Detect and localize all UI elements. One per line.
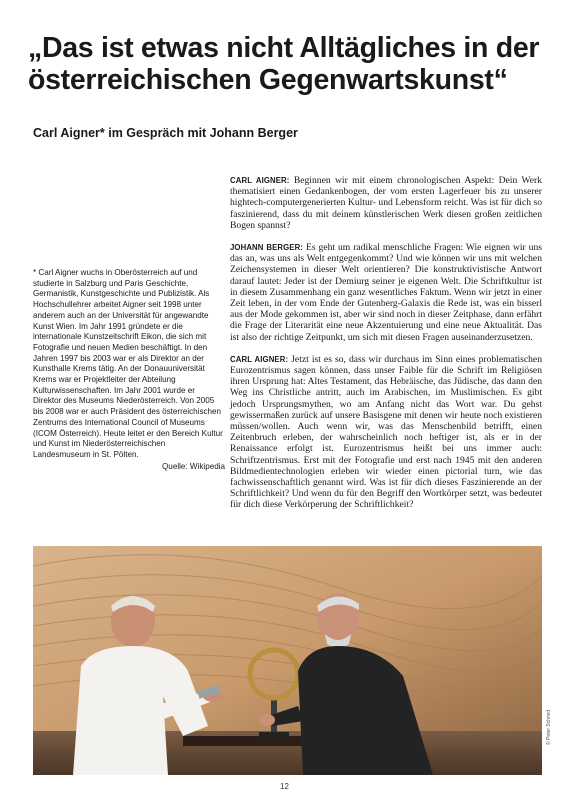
author-bio xyxy=(33,268,225,472)
bio-text: * Carl Aigner wuchs in Oberösterreich auf und studierte in Salzburg und Paris Geschichte, Germanistik, Kunstgeschichte und Publizistik. Als Hochschullehrer arbeitet Aigner seit 1998 unter anderem auch an der Universität für angewandte Kunst Wien. Im Jahr 1991 gründete er die internationale Kunstzeitschrift Eikon, die sich mit Fotografie und neuen Medien beschäftigt. In den Jahren 1997 bis 2003 war er als Direktor an der Kunsthalle Krems tätig. An der Donauuniversität Krems war er Projektleiter der Abteilung Kulturwissenschaften. Im Jahr 2001 wurde er Direktor des Museums Niederösterreich. Von 2005 bis 2008 war er auch Präsident des österreichischen Zentrums des International Council of Museums (ICOM Österreich). Heute leitet er den Bereich Kultur und Kunst im Niederösterreichischen Landesmuseum in St. Pölten. xyxy=(33,268,223,459)
sculpture-base xyxy=(259,732,289,740)
interview-photo xyxy=(33,546,542,775)
interview-column xyxy=(230,175,542,522)
headline xyxy=(28,32,548,96)
paragraph-text: Jetzt ist es so, dass wir durchaus im Sinn eines problematischen Eurozentrismus sagen können, dass unser Faible für die Schrift im Religiösen ihren Ursprung hat: Altes Testament, das Hebräische, das Jüdische, das dann den Weg ins Christliche antritt, auch im Arabischen, im Muslimischen. Es gibt jedoch Ursprungsmythen, wo am Anfang nicht das Wort war. Du gehst gewissermaßen zurück auf unsere Basisgene mit denen wir heute noch existieren müssen/wollen. Auch wenn wir, was das Menschenbild betrifft, einen Zeitenbruch erleben, der wahrscheinlich noch heftiger ist, als er in der Renaissance erfolgt ist. Eurozentrismus heißt bei uns immer auch: Schriftzentrismus. Erst mit der Fotografie und erst nach 1945 mit den anderen Bildmedientechnologien erleben wir wieder einen pictorial turn, wie das fachwissenschaftlich genannt wird. Was ist für dich dieses Faszinierende an der Schriftlichkeit? Und wenn du für den Begriff den Wortkörper setzt, was bedeutet für dich diese Verkörperung der Schriftlichkeit? xyxy=(230,353,542,511)
speaker-label: CARL AIGNER: xyxy=(230,176,290,185)
photo-credit: © Peter Schmid xyxy=(546,709,552,745)
paragraph-text: Beginnen wir mit einem chronologischen Aspekt: Dein Werk thematisiert einen Gedankenbogen, der vom ersten Lagerfeuer bis zu unserer hightech-computergenerierten Kultur- und Lebensform reicht. Was ist für dich so faszinierend, dass du mit deinem künstlerischen Werk diesen großen zeitlichen Bogen spannst? xyxy=(230,175,542,231)
paragraph-text: Es geht um radikal menschliche Fragen: Wie eignen wir uns das an, was uns als Welt entgegenkommt? Und wie können wir uns mit welchen Zeichensystemen in dieser Welt orientieren? Die konstruktivistische Antwort darauf lautet: Jeder ist der Demiurg seiner je eigenen Welt. Die Schriftkultur ist in diesem Zusammenhang ein ganz wesentliches Faktum. Wenn wir jetzt in einer Zeit leben, in der vom Ende der Gutenberg-Galaxis die Rede ist, was ein bisserl aus der Mode gekommen ist, aber wir sind noch in dieser Zeitphase, dann erfährt die Frage der Literarität eine neue Akzentuierung und eine neue Aktualität. Das ist also der richtige Zeitpunkt, um sich mit diesen Fragen auseinanderzusetzen. xyxy=(230,242,542,343)
subtitle: Carl Aigner* im Gespräch mit Johann Berger xyxy=(33,126,298,140)
interview-paragraph xyxy=(230,354,542,511)
interview-paragraph xyxy=(230,242,542,343)
headline-line-1: „Das ist etwas nicht Alltägliches in der xyxy=(28,32,540,64)
page-number: 12 xyxy=(280,782,289,791)
interview-paragraph xyxy=(230,175,542,231)
speaker-label: CARL AIGNER: xyxy=(230,354,289,364)
speaker-label: JOHANN BERGER: xyxy=(230,243,304,253)
headline-line-2: österreichischen Gegenwartskunst“ xyxy=(28,64,508,96)
photo-illustration xyxy=(33,546,542,775)
bio-source: Quelle: Wikipedia xyxy=(162,461,225,471)
